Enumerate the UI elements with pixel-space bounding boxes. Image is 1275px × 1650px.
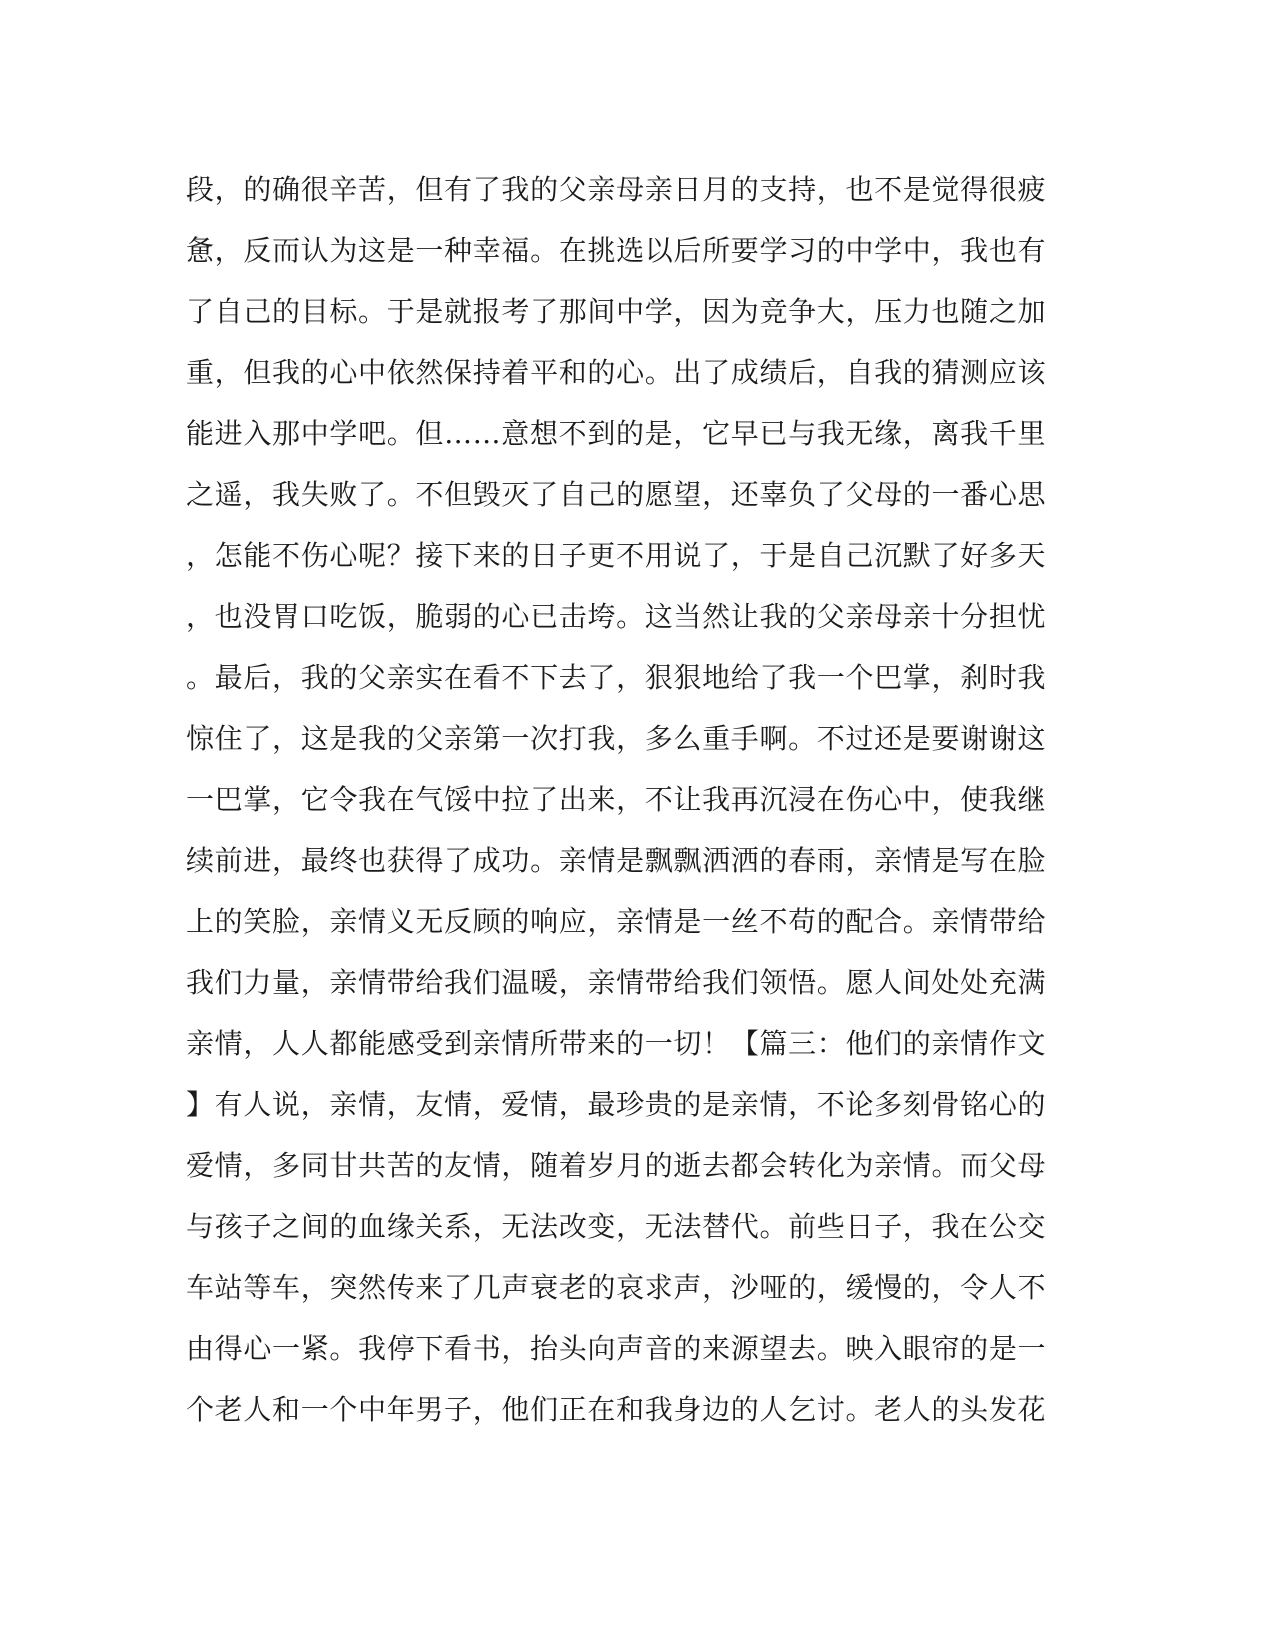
text-line: 我们力量，亲情带给我们温暖，亲情带给我们领悟。愿人间处处充满: [186, 966, 1046, 999]
text-line: 段，的确很辛苦，但有了我的父亲母亲日月的支持，也不是觉得很疲: [186, 173, 1046, 206]
text-line: 亲情，人人都能感受到亲情所带来的一切！【篇三：他们的亲情作文: [186, 1027, 1046, 1060]
text-line: ，怎能不伤心呢？接下来的日子更不用说了，于是自己沉默了好多天: [186, 539, 1046, 572]
text-line: 一巴掌，它令我在气馁中拉了出来，不让我再沉浸在伤心中，使我继: [186, 783, 1046, 816]
text-line: 车站等车，突然传来了几声衰老的哀求声，沙哑的，缓慢的，令人不: [186, 1271, 1046, 1304]
text-line: 惊住了，这是我的父亲第一次打我，多么重手啊。不过还是要谢谢这: [186, 722, 1046, 755]
text-line: 了自己的目标。于是就报考了那间中学，因为竞争大，压力也随之加: [186, 295, 1046, 328]
text-line: 个老人和一个中年男子，他们正在和我身边的人乞讨。老人的头发花: [186, 1393, 1046, 1426]
text-line: 爱情，多同甘共苦的友情，随着岁月的逝去都会转化为亲情。而父母: [186, 1149, 1046, 1182]
text-line: 】有人说，亲情，友情，爱情，最珍贵的是亲情，不论多刻骨铭心的: [186, 1088, 1046, 1121]
text-line: 重，但我的心中依然保持着平和的心。出了成绩后，自我的猜测应该: [186, 356, 1046, 389]
text-line: 上的笑脸，亲情义无反顾的响应，亲情是一丝不苟的配合。亲情带给: [186, 905, 1046, 938]
text-line: 续前进，最终也获得了成功。亲情是飘飘洒洒的春雨，亲情是写在脸: [186, 844, 1046, 877]
text-line: 能进入那中学吧。但……意想不到的是，它早已与我无缘，离我千里: [186, 417, 1046, 450]
text-line: 与孩子之间的血缘关系，无法改变，无法替代。前些日子，我在公交: [186, 1210, 1046, 1243]
body-text: [186, 159, 1046, 1440]
text-line: 之遥，我失败了。不但毁灭了自己的愿望，还辜负了父母的一番心思: [186, 478, 1046, 511]
text-line: 。最后，我的父亲实在看不下去了，狠狠地给了我一个巴掌，刹时我: [186, 661, 1046, 694]
text-line: ，也没胃口吃饭，脆弱的心已击垮。这当然让我的父亲母亲十分担忧: [186, 600, 1046, 633]
text-line: 惫，反而认为这是一种幸福。在挑选以后所要学习的中学中，我也有: [186, 234, 1046, 267]
text-line: 由得心一紧。我停下看书，抬头向声音的来源望去。映入眼帘的是一: [186, 1332, 1046, 1365]
